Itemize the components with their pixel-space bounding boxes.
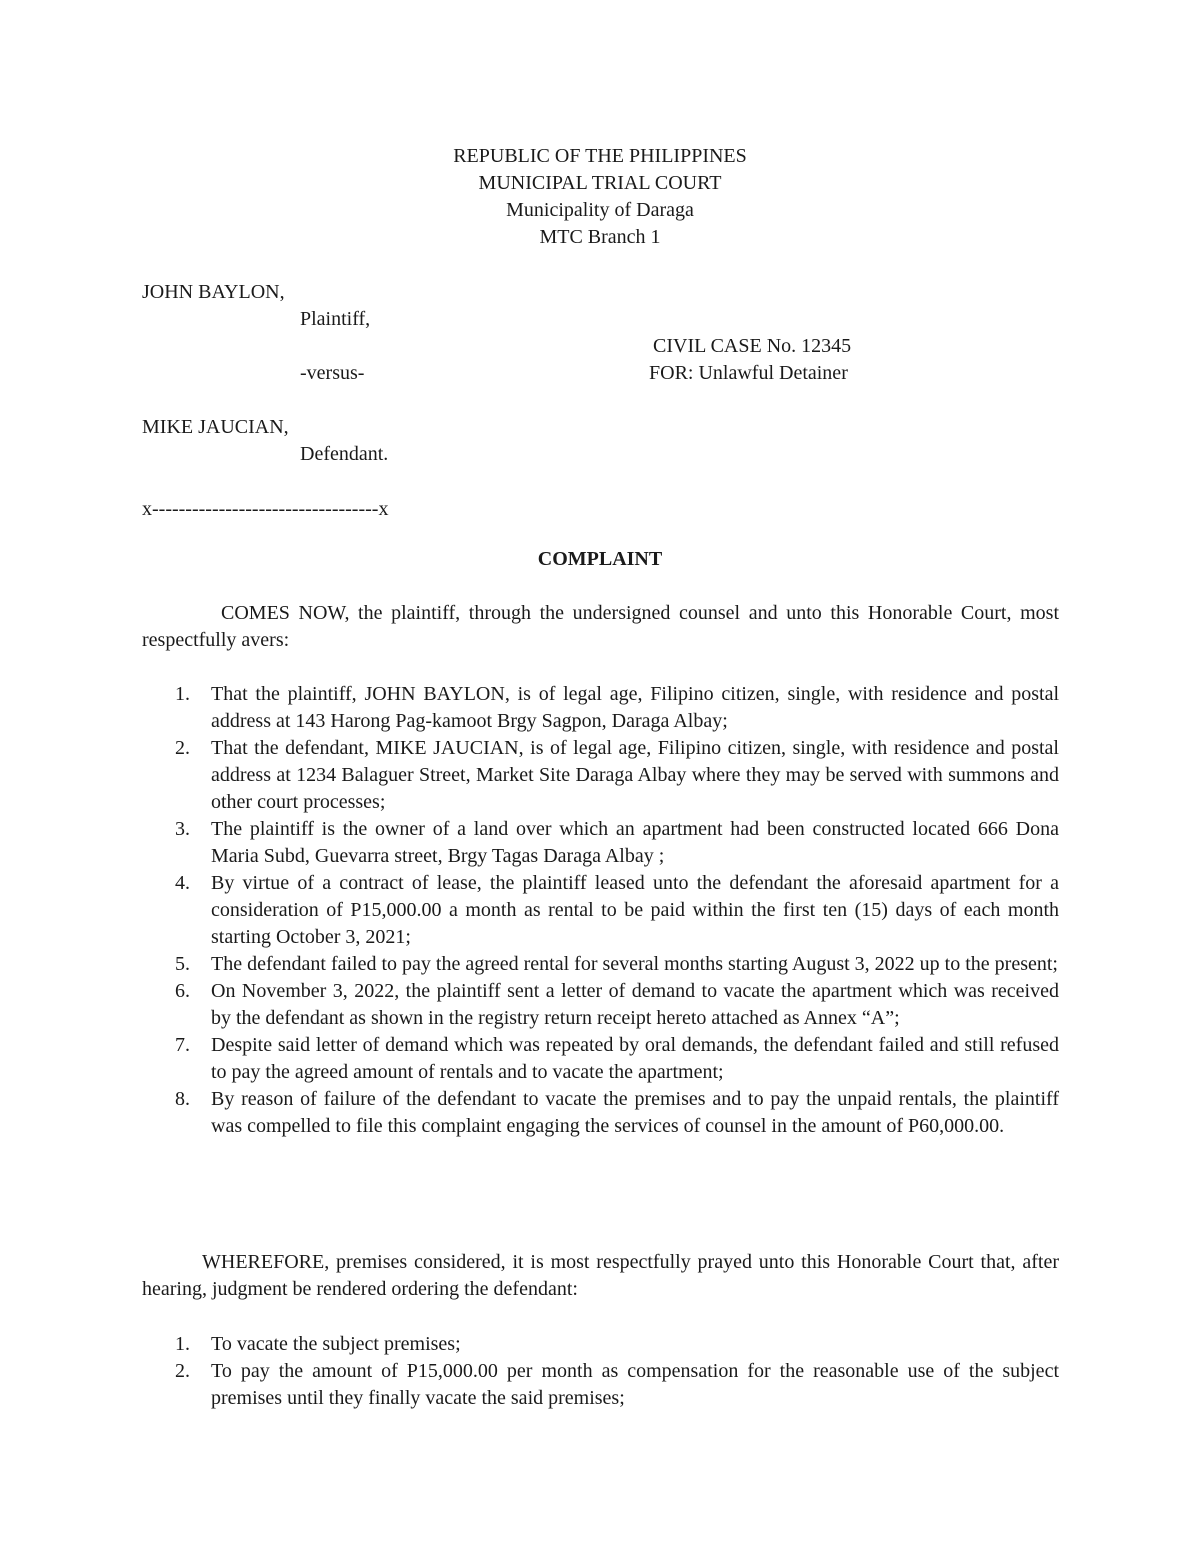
prayer-paragraph (142, 1249, 1059, 1303)
reliefs-list (142, 1331, 1059, 1412)
relief-text: To pay the amount of P15,000.00 per month as compensation for the reasonable use of the subject premises until they finally vacate the said premises; (211, 1360, 1059, 1409)
court-header-court: MUNICIPAL TRIAL COURT (478, 172, 722, 194)
defendant-name: MIKE JAUCIAN, (142, 416, 289, 438)
allegation-number: 6. (175, 980, 190, 1002)
allegation-number: 1. (175, 683, 190, 705)
allegation-item (142, 951, 1059, 978)
caption-separator: x----------------------------------x (142, 498, 389, 520)
relief-item (142, 1358, 1059, 1412)
case-nature: FOR: Unlawful Detainer (649, 362, 848, 384)
document-title: COMPLAINT (537, 548, 663, 570)
allegation-number: 2. (175, 737, 190, 759)
allegation-text: On November 3, 2022, the plaintiff sent a letter of demand to vacate the apartment which was received by the defendant as shown in the registry return receipt hereto attached as Annex “A”; (211, 980, 1059, 1029)
intro-paragraph (142, 600, 1059, 654)
court-header-branch: MTC Branch 1 (539, 226, 661, 248)
allegation-item (142, 816, 1059, 870)
allegation-number: 4. (175, 872, 190, 894)
plaintiff-role: Plaintiff, (300, 308, 371, 330)
allegation-item (142, 978, 1059, 1032)
allegation-number: 8. (175, 1088, 190, 1110)
allegation-number: 3. (175, 818, 190, 840)
relief-number: 1. (175, 1333, 190, 1355)
allegation-text: The defendant failed to pay the agreed rental for several months starting August 3, 2022 up to the present; (211, 953, 1058, 975)
versus-label: -versus- (300, 362, 365, 384)
allegation-item (142, 1032, 1059, 1086)
allegation-item (142, 735, 1059, 816)
relief-number: 2. (175, 1360, 190, 1382)
intro-text: COMES NOW, the plaintiff, through the undersigned counsel and unto this Honorable Court, most respectfully avers: (142, 602, 1059, 651)
allegations-list (142, 681, 1059, 1140)
relief-item (142, 1331, 1059, 1358)
allegation-text: The plaintiff is the owner of a land over which an apartment had been constructed located 666 Dona Maria Subd, Guevarra street, Brgy Tagas Daraga Albay ; (211, 818, 1059, 867)
allegation-number: 5. (175, 953, 190, 975)
allegation-text: Despite said letter of demand which was repeated by oral demands, the defendant failed and still refused to pay the agreed amount of rentals and to vacate the apartment; (211, 1034, 1059, 1083)
relief-text: To vacate the subject premises; (211, 1333, 461, 1355)
allegation-text: By reason of failure of the defendant to vacate the premises and to pay the unpaid rentals, the plaintiff was compelled to file this complaint engaging the services of counsel in the amount of P60,000.00. (211, 1088, 1059, 1137)
allegation-item (142, 1086, 1059, 1140)
case-number: CIVIL CASE No. 12345 (653, 335, 852, 357)
prayer-text: WHEREFORE, premises considered, it is most respectfully prayed unto this Honorable Court that, after hearing, judgment be rendered ordering the defendant: (142, 1251, 1059, 1300)
allegation-item (142, 870, 1059, 951)
allegation-text: By virtue of a contract of lease, the plaintiff leased unto the defendant the aforesaid apartment for a consideration of P15,000.00 a month as rental to be paid within the first ten (15) days of each month starting October 3, 2021; (211, 872, 1059, 948)
defendant-role: Defendant. (300, 443, 389, 465)
allegation-number: 7. (175, 1034, 190, 1056)
allegation-text: That the plaintiff, JOHN BAYLON, is of legal age, Filipino citizen, single, with residence and postal address at 143 Harong Pag-kamoot Brgy Sagpon, Daraga Albay; (211, 683, 1059, 732)
allegation-item (142, 681, 1059, 735)
court-header-municipality: Municipality of Daraga (506, 199, 694, 221)
plaintiff-name: JOHN BAYLON, (142, 281, 285, 303)
court-header-republic: REPUBLIC OF THE PHILIPPINES (453, 145, 747, 167)
allegation-text: That the defendant, MIKE JAUCIAN, is of legal age, Filipino citizen, single, with residence and postal address at 1234 Balaguer Street, Market Site Daraga Albay where they may be served with summons and other court processes; (211, 737, 1059, 813)
